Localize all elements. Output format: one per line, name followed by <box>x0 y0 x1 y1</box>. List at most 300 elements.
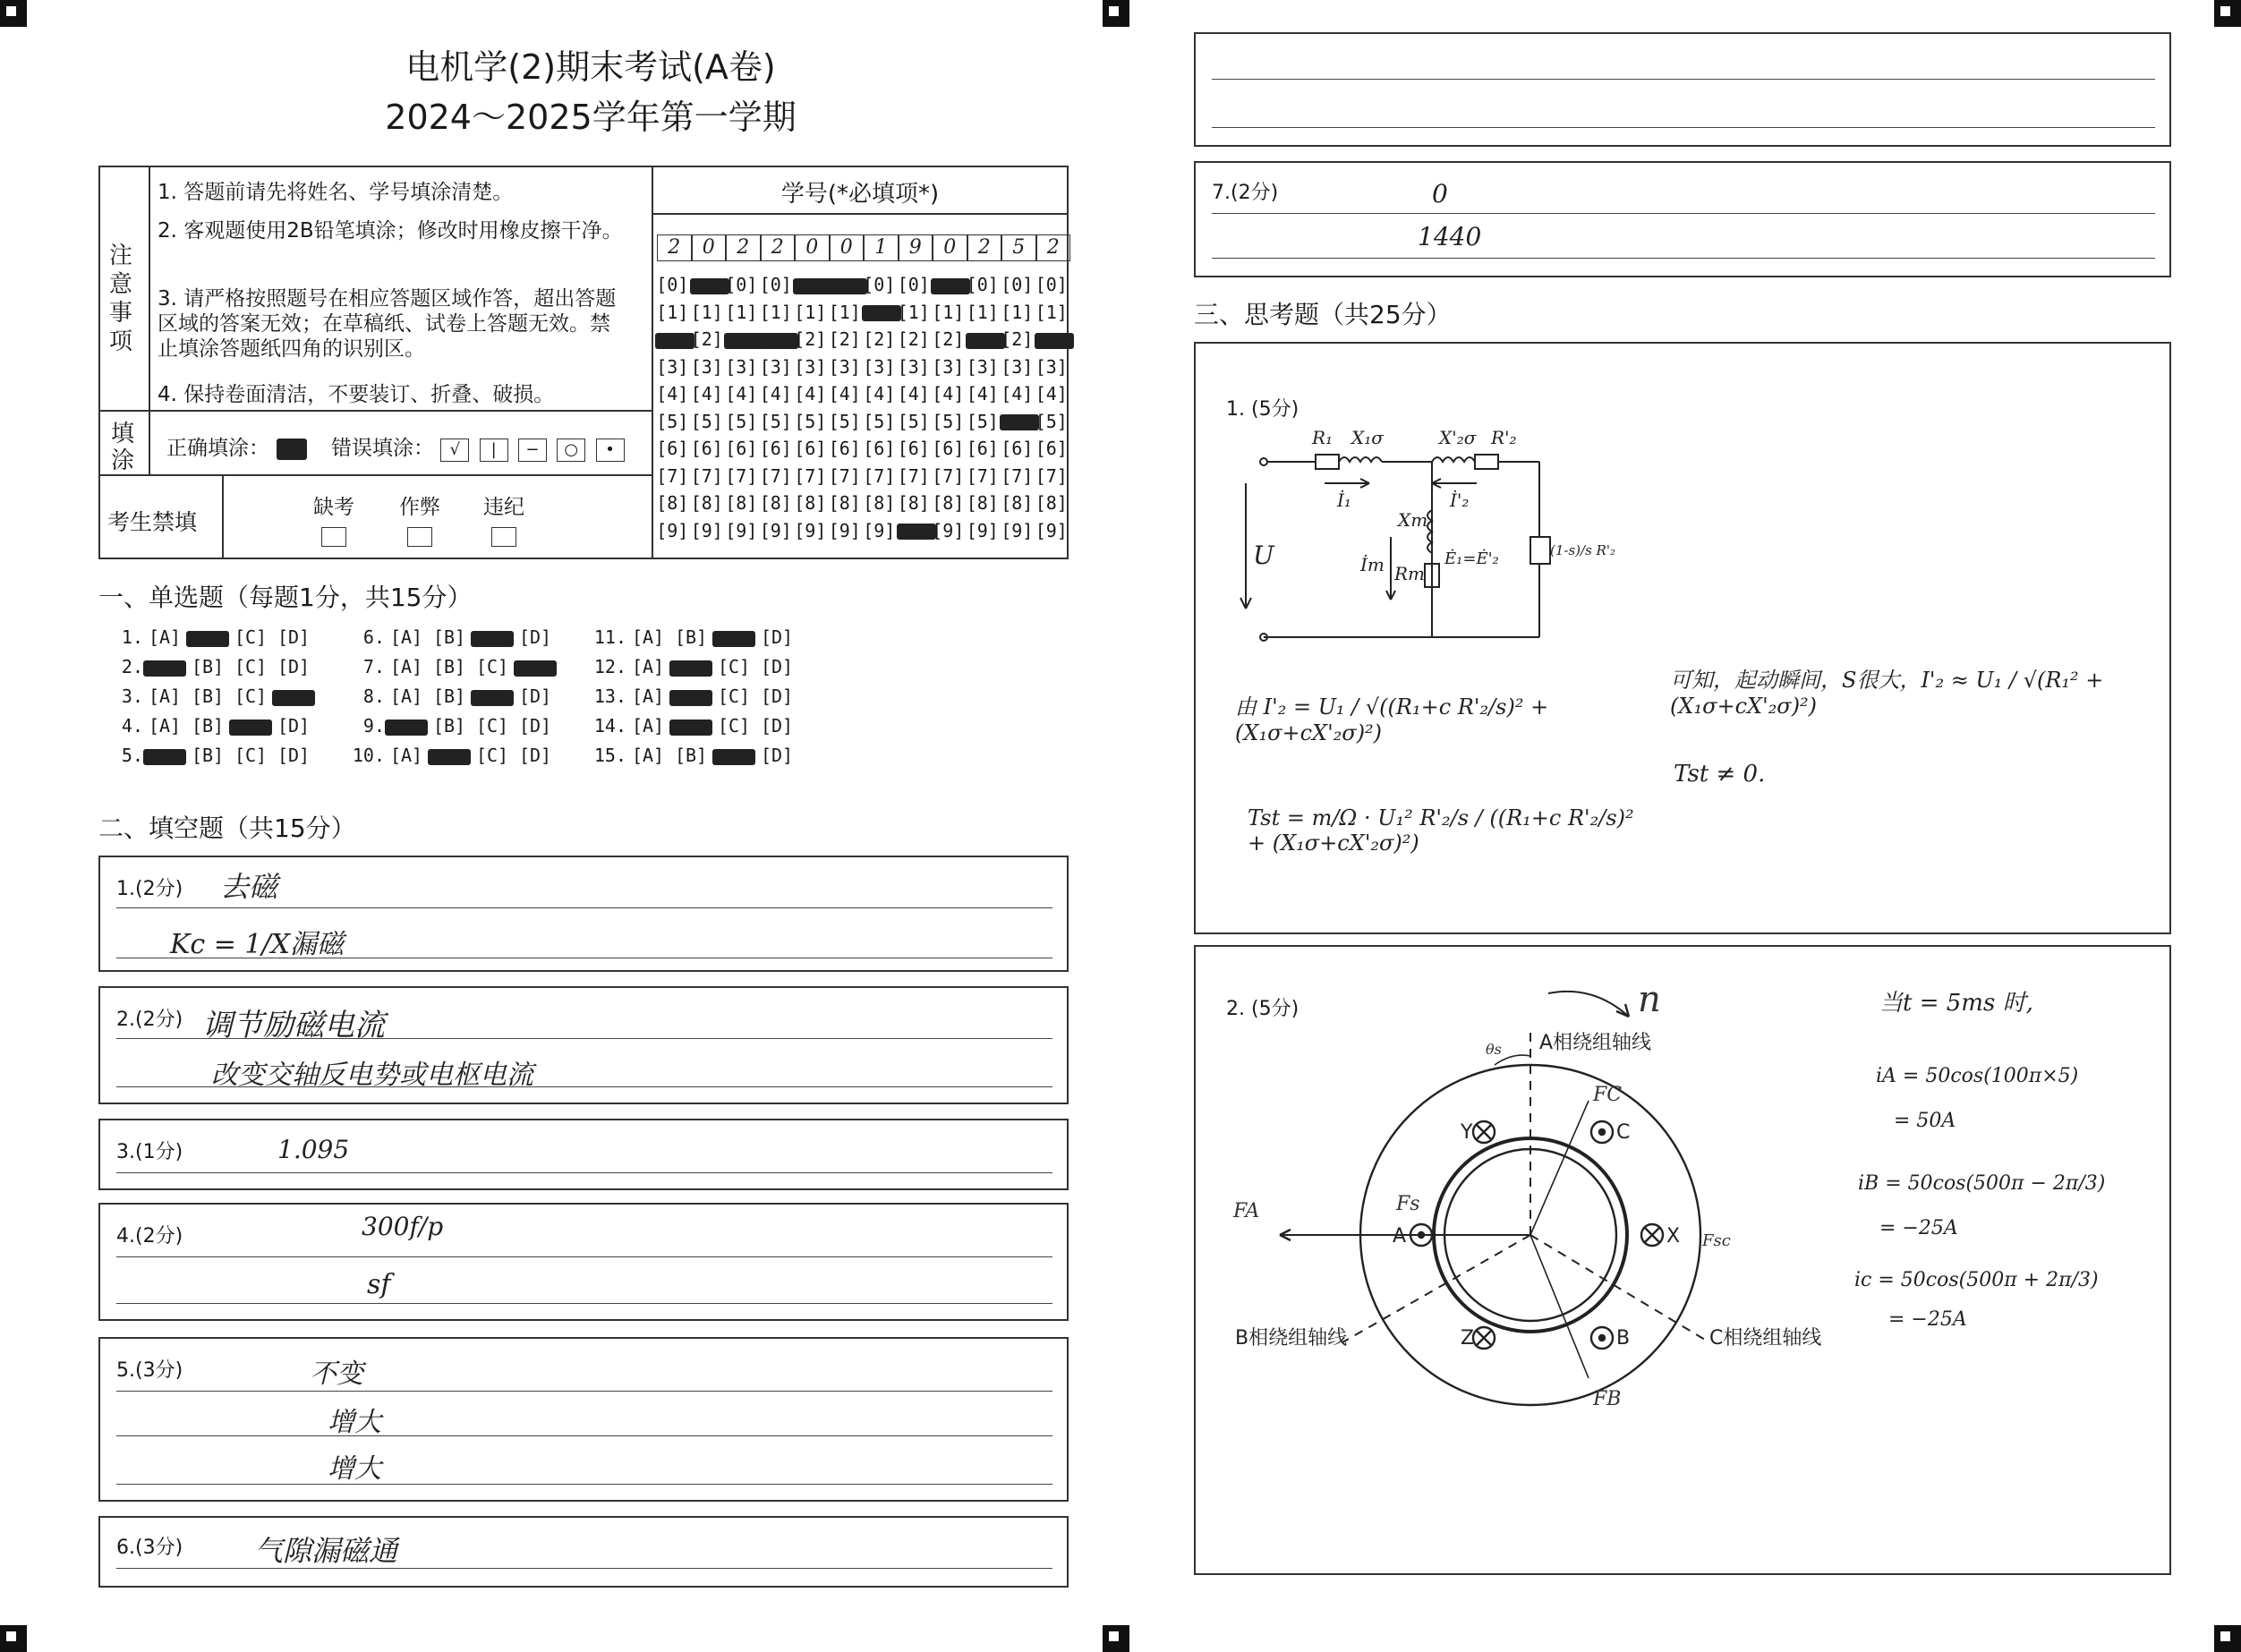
label-fsc: Fsc <box>1702 1231 1731 1250</box>
mc-option[interactable]: [B] <box>191 715 225 737</box>
omr-bubble[interactable]: [8] <box>794 492 827 514</box>
omr-bubble[interactable]: [9] <box>1001 519 1034 541</box>
omr-bubble[interactable]: [3] <box>932 355 965 378</box>
mc-option[interactable]: [D] <box>518 685 552 707</box>
omr-bubble-filled[interactable] <box>655 328 690 350</box>
mc-option[interactable]: [D] <box>760 685 794 707</box>
omr-bubble[interactable]: [4] <box>725 383 758 404</box>
label-fb: FB <box>1593 1388 1622 1410</box>
omr-bubble[interactable]: [9] <box>828 519 861 541</box>
filled-mark <box>828 278 867 294</box>
student-id-digit[interactable]: 5 <box>1001 234 1036 261</box>
mc-answer-area[interactable] <box>98 626 993 779</box>
filled-mark <box>428 749 471 765</box>
section3-title: 三、思考题（共25分） <box>1194 300 1452 329</box>
think-q2-time: 当t = 5ms 时, <box>1879 990 2033 1017</box>
filled-mark <box>385 720 428 736</box>
mc-option-filled[interactable] <box>143 745 186 766</box>
mc-option-filled[interactable] <box>669 656 712 677</box>
section2-title: 二、填空题（共15分） <box>98 813 356 843</box>
omr-bubble-filled[interactable] <box>724 328 759 350</box>
mc-option-filled[interactable] <box>272 685 315 707</box>
omr-bubble[interactable]: [6] <box>932 438 965 459</box>
mc-question-number: 14. <box>593 715 626 737</box>
mc-option[interactable]: [B] <box>432 626 466 648</box>
label-fs: Fs <box>1396 1193 1420 1215</box>
fill-q5-answer-3: 增大 <box>328 1453 381 1485</box>
think-q2-ic: ic = 50cos(500π + 2π/3) <box>1854 1269 2099 1291</box>
label-i2: İ'₂ <box>1450 490 1470 511</box>
omr-bubble[interactable]: [0] <box>656 274 689 295</box>
fill-q1-answer-2: Kc = 1/X漏磁 <box>170 929 344 960</box>
omr-bubble-filled[interactable] <box>1035 328 1069 350</box>
omr-bubble[interactable]: [3] <box>1035 355 1068 378</box>
omr-bubble[interactable]: [6] <box>1001 438 1034 459</box>
omr-bubble[interactable]: [4] <box>897 383 930 404</box>
omr-bubble-filled[interactable] <box>966 328 1001 350</box>
filled-mark <box>862 305 901 321</box>
omr-bubble[interactable]: [3] <box>794 355 827 378</box>
omr-bubble[interactable]: [0] <box>966 274 999 295</box>
mc-question-row <box>98 745 315 766</box>
omr-bubble[interactable]: [7] <box>690 464 723 487</box>
mc-option-filled[interactable] <box>428 745 471 766</box>
omr-bubble[interactable]: [0] <box>725 274 758 295</box>
omr-bubble-filled[interactable] <box>690 274 725 295</box>
think-q2-ib-result: = −25A <box>1879 1217 1958 1239</box>
omr-bubble[interactable]: [6] <box>690 438 723 459</box>
omr-bubble-filled[interactable] <box>793 274 828 295</box>
omr-bubble[interactable]: [3] <box>828 355 861 378</box>
filled-mark <box>471 690 514 706</box>
omr-bubble[interactable]: [5] <box>656 410 689 432</box>
omr-bubble[interactable]: [4] <box>966 383 999 404</box>
omr-bubble[interactable]: [8] <box>1035 492 1068 514</box>
omr-bubble[interactable]: [8] <box>932 492 965 514</box>
mc-question-row <box>98 656 315 677</box>
omr-bubble[interactable]: [5] <box>932 410 965 432</box>
omr-bubble[interactable]: [1] <box>828 301 861 323</box>
omr-bubble[interactable]: [5] <box>966 410 999 432</box>
omr-bubble[interactable]: [7] <box>932 464 965 487</box>
mc-option[interactable]: [D] <box>518 715 552 737</box>
c-axis-label: C相绕组轴线 <box>1709 1327 1822 1350</box>
label-n: n <box>1638 979 1661 1020</box>
student-id-digit[interactable]: 0 <box>933 234 967 261</box>
mc-question-number: 10. <box>352 745 385 766</box>
omr-bubble[interactable]: [3] <box>966 355 999 378</box>
omr-bubble[interactable]: [9] <box>690 519 723 541</box>
omr-bubble[interactable]: [3] <box>725 355 758 378</box>
mc-option[interactable]: [C] <box>234 685 268 707</box>
mc-question-row <box>582 626 798 648</box>
fill-q5-answer-1: 不变 <box>310 1358 363 1390</box>
omr-bubble[interactable]: [7] <box>725 464 758 487</box>
omr-bubble[interactable]: [1] <box>932 301 965 323</box>
equivalent-circuit <box>1226 421 1656 653</box>
omr-bubble[interactable]: [2] <box>932 328 965 350</box>
omr-bubble[interactable]: [0] <box>759 274 792 295</box>
mc-option[interactable]: [A] <box>389 656 423 677</box>
notice-item-3: 3. 请严格按照题号在相应答题区域作答，超出答题区域的答案无效；在草稿纸、试卷上答题无效。禁止填涂答题纸四角的识别区。 <box>158 287 617 361</box>
label-a: A <box>1393 1225 1407 1248</box>
think-q1-label: 1. (5分) <box>1226 398 1299 421</box>
mc-option-filled[interactable] <box>669 715 712 737</box>
student-id-digits[interactable] <box>657 234 1070 261</box>
omr-bubble[interactable]: [8] <box>863 492 896 514</box>
fill-q5-box[interactable] <box>98 1337 1069 1502</box>
omr-bubble[interactable]: [9] <box>863 519 896 541</box>
omr-bubble[interactable]: [6] <box>863 438 896 459</box>
fill-q6-label: 6.(3分) <box>116 1537 183 1559</box>
omr-bubble[interactable]: [6] <box>897 438 930 459</box>
fill-q2-answer-2: 改变交轴反电势或电枢电流 <box>211 1060 533 1091</box>
forbidden-cheat[interactable]: 作弊 <box>399 490 440 547</box>
omr-bubble[interactable]: [3] <box>863 355 896 378</box>
label-x2: X'₂σ <box>1439 427 1477 448</box>
corner-marker-top-right <box>2214 0 2241 27</box>
think-q1-eq2: Tst = m/Ω · U₁² R'₂/s / ((R₁+c R'₂/s)² + (X₁σ+cX'₂σ)²) <box>1248 805 1634 856</box>
mc-option[interactable]: [B] <box>674 745 708 766</box>
omr-bubble[interactable]: [0] <box>863 274 896 295</box>
omr-bubble[interactable]: [6] <box>828 438 861 459</box>
mc-question-row <box>582 715 798 737</box>
mc-question-number: 6. <box>362 626 385 648</box>
student-id-digit[interactable]: 2 <box>726 234 761 261</box>
mc-option[interactable]: [A] <box>631 685 665 707</box>
omr-bubble[interactable]: [6] <box>656 438 689 459</box>
fill-q6-box[interactable] <box>98 1516 1069 1588</box>
mc-option-filled[interactable] <box>712 626 755 648</box>
omr-bubble[interactable]: [7] <box>897 464 930 487</box>
filled-mark <box>712 749 755 765</box>
forbidden-absent[interactable]: 缺考 <box>313 490 354 547</box>
corner-marker-top-mid <box>1103 0 1129 27</box>
filled-mark <box>966 333 1005 349</box>
mc-option[interactable]: [D] <box>760 745 794 766</box>
mc-option-filled[interactable] <box>471 685 514 707</box>
mc-question-number: 3. <box>121 685 143 707</box>
continued-answer-box[interactable] <box>1194 32 2171 147</box>
mc-option[interactable]: [B] <box>191 745 225 766</box>
omr-bubble[interactable]: [9] <box>656 519 689 541</box>
omr-bubble[interactable]: [6] <box>1035 438 1068 459</box>
filled-mark <box>669 660 712 677</box>
mc-option[interactable]: [D] <box>518 626 552 648</box>
omr-bubble[interactable]: [9] <box>1035 519 1068 541</box>
mc-question-row <box>98 685 315 707</box>
mc-question-number: 5. <box>121 745 143 766</box>
omr-bubble[interactable]: [8] <box>690 492 723 514</box>
omr-bubble[interactable]: [4] <box>1001 383 1034 404</box>
student-id-digit[interactable]: 2 <box>1036 234 1071 261</box>
omr-bubble[interactable]: [8] <box>897 492 930 514</box>
filled-mark <box>471 631 514 647</box>
omr-bubble[interactable]: [9] <box>725 519 758 541</box>
forbidden-label: 考生禁填 <box>107 509 198 535</box>
mc-option[interactable]: [B] <box>191 685 225 707</box>
mc-option[interactable]: [B] <box>191 656 225 677</box>
mc-option[interactable]: [C] <box>475 715 509 737</box>
filled-mark <box>931 278 970 294</box>
omr-bubble[interactable]: [2] <box>794 328 827 350</box>
forbidden-violation[interactable]: 违纪 <box>483 490 524 547</box>
mc-option-filled[interactable] <box>514 656 557 677</box>
student-id-digit[interactable]: 0 <box>830 234 865 261</box>
omr-bubble-filled[interactable] <box>1000 411 1035 432</box>
omr-bubble[interactable]: [4] <box>690 383 723 404</box>
omr-bubble[interactable]: [3] <box>759 355 792 378</box>
omr-bubble[interactable]: [6] <box>966 438 999 459</box>
student-id-digit[interactable]: 1 <box>864 234 899 261</box>
omr-bubble[interactable]: [1] <box>690 301 723 323</box>
think-q1-eq1: 由 I'₂ = U₁ / √((R₁+c R'₂/s)² + (X₁σ+cX'₂σ)²) <box>1235 694 1549 745</box>
omr-bubble[interactable]: [7] <box>759 464 792 487</box>
omr-bubble[interactable]: [9] <box>794 519 827 541</box>
omr-bubble[interactable]: [5] <box>1035 410 1068 432</box>
omr-bubble[interactable]: [1] <box>1001 301 1034 323</box>
omr-bubble[interactable]: [9] <box>966 519 999 541</box>
mc-option[interactable]: [A] <box>148 715 182 737</box>
mc-question-number: 7. <box>362 656 385 677</box>
mc-option[interactable]: [D] <box>518 745 552 766</box>
fill-label: 填涂 <box>111 421 135 474</box>
omr-bubble[interactable]: [7] <box>656 464 689 487</box>
mc-option[interactable]: [C] <box>717 656 751 677</box>
mc-option[interactable]: [C] <box>717 715 751 737</box>
omr-bubble[interactable]: [4] <box>794 383 827 404</box>
wrong-fill-label: 错误填涂： √ | − ○ • <box>331 431 628 462</box>
omr-bubble-filled[interactable] <box>897 520 932 541</box>
fill-q1-label: 1.(2分) <box>116 878 183 900</box>
mc-option-filled[interactable] <box>669 685 712 707</box>
think-q2-ia-result: = 50A <box>1894 1110 1956 1132</box>
label-fa: FA <box>1233 1200 1260 1222</box>
label-r2: R'₂ <box>1491 427 1517 448</box>
omr-bubble[interactable]: [4] <box>1035 383 1068 404</box>
mc-option[interactable]: [C] <box>475 745 509 766</box>
omr-bubble[interactable]: [1] <box>794 301 827 323</box>
omr-bubble[interactable]: [2] <box>690 328 723 350</box>
mc-option[interactable]: [C] <box>234 626 268 648</box>
mc-option[interactable]: [D] <box>760 656 794 677</box>
mc-option[interactable]: [A] <box>389 685 423 707</box>
filled-mark <box>143 749 186 765</box>
student-id-digit[interactable]: 9 <box>899 234 933 261</box>
fill-q3-box[interactable] <box>98 1119 1069 1190</box>
student-id-digit[interactable]: 0 <box>692 234 727 261</box>
mc-option-filled[interactable] <box>471 626 514 648</box>
mc-option[interactable]: [A] <box>148 626 182 648</box>
omr-bubble[interactable]: [7] <box>1001 464 1034 487</box>
omr-bubble[interactable]: [4] <box>828 383 861 404</box>
omr-bubble[interactable]: [7] <box>863 464 896 487</box>
notice-item-4: 4. 保持卷面清洁，不要装订、折叠、破损。 <box>158 383 555 406</box>
mc-option[interactable]: [A] <box>631 656 665 677</box>
filled-mark <box>1000 414 1039 430</box>
mc-option[interactable]: [A] <box>631 626 665 648</box>
mc-option[interactable]: [A] <box>631 715 665 737</box>
omr-bubble[interactable]: [5] <box>794 410 827 432</box>
mc-option[interactable]: [C] <box>717 685 751 707</box>
mc-option[interactable]: [D] <box>277 626 311 648</box>
mc-option[interactable]: [C] <box>234 745 268 766</box>
mc-option[interactable]: [A] <box>631 745 665 766</box>
omr-bubble[interactable]: [8] <box>656 492 689 514</box>
corner-marker-top-left <box>0 0 27 27</box>
omr-bubble[interactable]: [2] <box>1001 328 1034 350</box>
corner-marker-bottom-left <box>0 1625 27 1652</box>
omr-bubble[interactable]: [5] <box>897 410 930 432</box>
think-q2-label: 2. (5分) <box>1226 998 1299 1020</box>
student-id-label: 学号(*必填项*) <box>780 181 940 208</box>
omr-bubble[interactable]: [5] <box>863 410 896 432</box>
filled-mark <box>655 333 694 349</box>
correct-fill-label: 正确填涂： <box>166 431 307 461</box>
omr-bubble[interactable]: [4] <box>932 383 965 404</box>
student-id-digit[interactable]: 2 <box>657 234 692 261</box>
omr-bubble[interactable]: [3] <box>690 355 723 378</box>
mc-option[interactable]: [A] <box>389 745 423 766</box>
mc-option-filled[interactable] <box>712 745 755 766</box>
mc-option[interactable]: [C] <box>475 656 509 677</box>
label-load: (1-s)/s R'₂ <box>1550 542 1615 558</box>
filled-mark <box>669 690 712 706</box>
filled-mark <box>712 631 755 647</box>
mc-option-filled[interactable] <box>143 656 186 677</box>
student-id-digit[interactable]: 2 <box>967 234 1002 261</box>
fill-q2-label: 2.(2分) <box>116 1009 183 1031</box>
mc-option-filled[interactable] <box>186 626 229 648</box>
omr-bubble[interactable]: [2] <box>863 328 896 350</box>
mc-option[interactable]: [D] <box>760 626 794 648</box>
mc-option[interactable]: [B] <box>432 685 466 707</box>
omr-bubble[interactable]: [7] <box>828 464 861 487</box>
label-e: Ė₁=Ė'₂ <box>1444 549 1499 568</box>
mc-question-row <box>582 685 798 707</box>
omr-bubble[interactable]: [7] <box>1035 464 1068 487</box>
mc-option[interactable]: [B] <box>674 626 708 648</box>
omr-bubble[interactable]: [4] <box>759 383 792 404</box>
omr-bubble[interactable]: [1] <box>897 301 930 323</box>
student-id-omr[interactable] <box>655 274 1069 551</box>
think-q1-note1: 可知，起动瞬间，S很大，I'₂ ≈ U₁ / √(R₁² + (X₁σ+cX'₂σ)²) <box>1670 668 2104 719</box>
omr-bubble[interactable]: [8] <box>1001 492 1034 514</box>
fill-q4-answer-2: sf <box>367 1269 391 1300</box>
omr-bubble[interactable]: [0] <box>1001 274 1034 295</box>
omr-bubble[interactable]: [8] <box>828 492 861 514</box>
fill-q6-answer: 气隙漏磁通 <box>254 1534 398 1568</box>
fill-q4-label: 4.(2分) <box>116 1225 183 1248</box>
omr-bubble[interactable]: [2] <box>828 328 861 350</box>
omr-bubble[interactable]: [9] <box>932 519 965 541</box>
omr-bubble[interactable]: [0] <box>897 274 930 295</box>
label-i1: İ₁ <box>1337 490 1351 511</box>
filled-mark <box>1035 333 1074 349</box>
omr-bubble[interactable]: [5] <box>759 410 792 432</box>
omr-bubble[interactable]: [3] <box>656 355 689 378</box>
mc-question-number: 11. <box>593 626 626 648</box>
filled-mark <box>143 660 186 677</box>
omr-bubble[interactable]: [9] <box>759 519 792 541</box>
omr-bubble-filled[interactable] <box>862 302 897 323</box>
omr-bubble[interactable]: [0] <box>1035 274 1068 295</box>
mc-option-filled[interactable] <box>229 715 272 737</box>
notice-side-label: 注意事项 <box>109 243 133 355</box>
omr-bubble[interactable]: [5] <box>725 410 758 432</box>
omr-bubble[interactable]: [5] <box>690 410 723 432</box>
fill-q7-box[interactable] <box>1194 161 2171 277</box>
filled-mark <box>514 660 557 677</box>
omr-bubble[interactable]: [1] <box>725 301 758 323</box>
stator-diagram <box>1226 958 1870 1423</box>
omr-bubble-filled[interactable] <box>828 274 863 295</box>
filled-mark <box>229 720 272 736</box>
fill-q7-label: 7.(2分) <box>1212 182 1279 204</box>
omr-bubble[interactable]: [8] <box>966 492 999 514</box>
omr-bubble[interactable]: [4] <box>656 383 689 404</box>
mc-question-row <box>340 745 557 766</box>
mc-option[interactable]: [A] <box>389 626 423 648</box>
student-id-digit[interactable]: 2 <box>761 234 796 261</box>
student-id-digit[interactable]: 0 <box>795 234 830 261</box>
mc-question-number: 4. <box>121 715 143 737</box>
omr-bubble[interactable]: [7] <box>794 464 827 487</box>
omr-bubble[interactable]: [7] <box>966 464 999 487</box>
omr-bubble[interactable]: [3] <box>1001 355 1034 378</box>
filled-mark <box>793 278 832 294</box>
omr-bubble[interactable]: [1] <box>1035 301 1068 323</box>
omr-bubble[interactable]: [6] <box>794 438 827 459</box>
omr-bubble[interactable]: [6] <box>725 438 758 459</box>
omr-bubble-filled[interactable] <box>759 328 794 350</box>
mc-option[interactable]: [A] <box>148 685 182 707</box>
omr-bubble[interactable]: [3] <box>897 355 930 378</box>
mc-option[interactable]: [D] <box>277 745 311 766</box>
filled-mark <box>897 524 936 540</box>
mc-option[interactable]: [D] <box>760 715 794 737</box>
filled-mark <box>186 631 229 647</box>
fill-q5-answer-2: 增大 <box>328 1407 381 1438</box>
fill-q3-answer: 1.095 <box>277 1135 350 1164</box>
mc-option[interactable]: [D] <box>277 715 311 737</box>
filled-mark <box>272 690 315 706</box>
omr-bubble[interactable]: [8] <box>725 492 758 514</box>
omr-bubble[interactable]: [8] <box>759 492 792 514</box>
think-q2-ic-result: = −25A <box>1888 1308 1967 1331</box>
mc-option[interactable]: [D] <box>277 656 311 677</box>
mc-option[interactable]: [B] <box>432 656 466 677</box>
omr-bubble[interactable]: [2] <box>897 328 930 350</box>
omr-bubble[interactable]: [1] <box>656 301 689 323</box>
mc-question-row <box>98 715 315 737</box>
omr-bubble[interactable]: [5] <box>828 410 861 432</box>
label-c: C <box>1616 1121 1631 1144</box>
think-q2-ia: iA = 50cos(100π×5) <box>1876 1065 2079 1087</box>
fill-q5-label: 5.(3分) <box>116 1359 183 1382</box>
mc-question-row <box>98 626 315 648</box>
omr-bubble[interactable]: [4] <box>863 383 896 404</box>
omr-bubble[interactable]: [6] <box>759 438 792 459</box>
omr-bubble-filled[interactable] <box>931 274 966 295</box>
mc-option-filled[interactable] <box>385 715 428 737</box>
omr-bubble[interactable]: [1] <box>966 301 999 323</box>
mc-option[interactable]: [B] <box>432 715 466 737</box>
corner-marker-bottom-mid <box>1103 1625 1129 1652</box>
mc-option[interactable]: [C] <box>234 656 268 677</box>
omr-bubble[interactable]: [1] <box>759 301 792 323</box>
mc-question-row <box>340 626 557 648</box>
